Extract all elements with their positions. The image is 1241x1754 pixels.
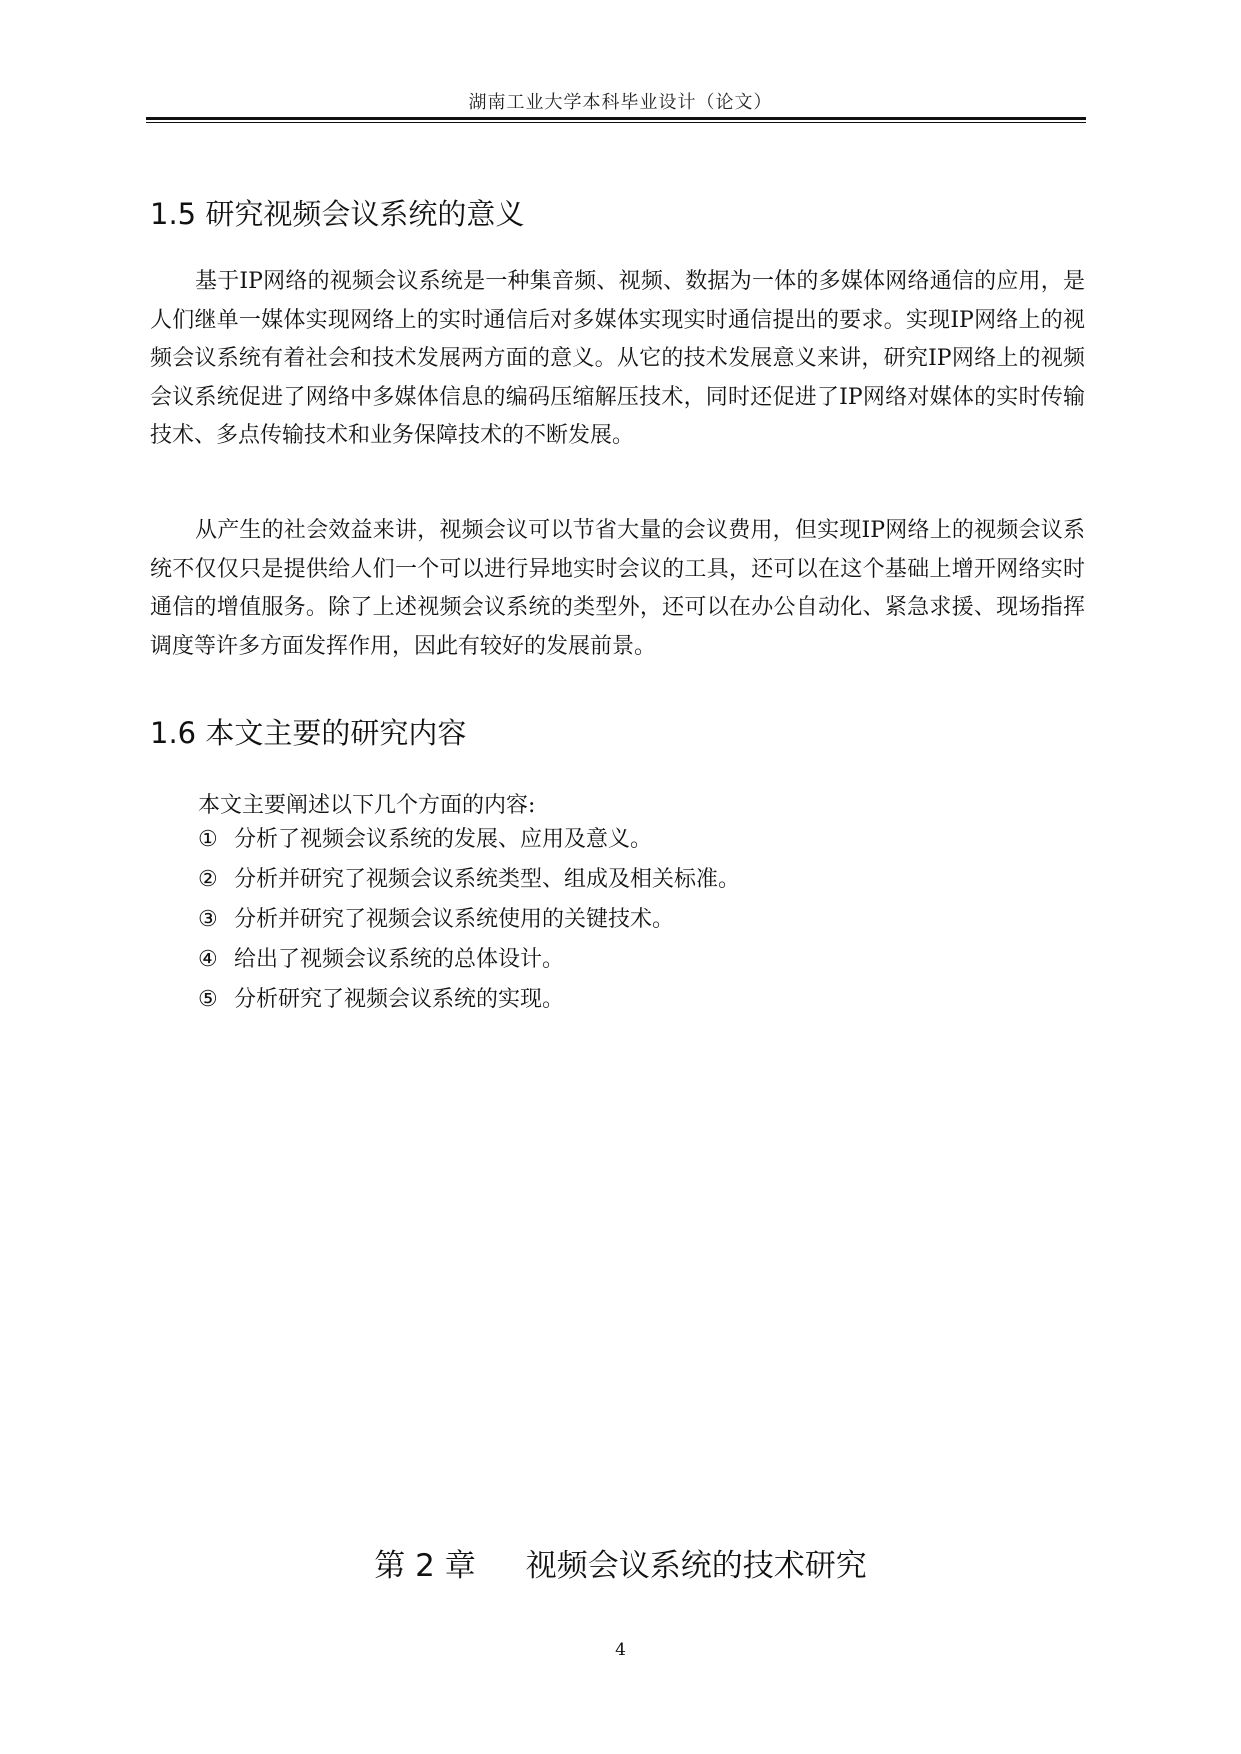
list-item-text: 分析了视频会议系统的发展、应用及意义。 — [234, 827, 653, 852]
list-marker: ⑤ — [198, 987, 218, 1012]
list-item — [198, 900, 740, 940]
list-marker: ④ — [198, 947, 218, 972]
section-heading-1-5: 1.5 研究视频会议系统的意义 — [150, 197, 525, 231]
page-header-title: 湖南工业大学本科毕业设计（论文） — [468, 92, 773, 113]
list-marker: ① — [198, 827, 218, 852]
list-item-text: 分析并研究了视频会议系统使用的关键技术。 — [234, 907, 675, 932]
list-item — [198, 860, 740, 900]
list-item — [198, 820, 740, 860]
header-rule — [146, 117, 1086, 120]
paragraph-1-5-first: 基于IP网络的视频会议系统是一种集音频、视频、数据为一体的多媒体网络通信的应用，是人们继单一媒体实现网络上的实时通信后对多媒体实现实时通信提出的要求。实现IP网络上的视频会议系统有着社会和技术发展两方面的意义。从它的技术发展意义来讲，研究IP网络上的视频会议系统促进了网络中多媒体信息的编码压缩解压技术，同时还促进了IP网络对媒体的实时传输技术、多点传输技术和业务保障技术的不断发展。 — [150, 269, 1085, 448]
list-item — [198, 940, 740, 980]
list-item-text: 给出了视频会议系统的总体设计。 — [234, 947, 565, 972]
list-item-text: 分析并研究了视频会议系统类型、组成及相关标准。 — [234, 867, 741, 892]
list-marker: ③ — [198, 907, 218, 932]
chapter-heading — [0, 1540, 1241, 1585]
paragraph-1-5-second: 从产生的社会效益来讲，视频会议可以节省大量的会议费用，但实现IP网络上的视频会议系统不仅仅只是提供给人们一个可以进行异地实时会议的工具，还可以在这个基础上增开网络实时通信的增值服务。除了上述视频会议系统的类型外，还可以在办公自动化、紧急求援、现场指挥调度等许多方面发挥作用，因此有较好的发展前景。 — [150, 518, 1085, 659]
section-heading-1-6: 1.6 本文主要的研究内容 — [150, 716, 467, 750]
list-item-text: 分析研究了视频会议系统的实现。 — [234, 987, 565, 1012]
list-marker: ② — [198, 867, 218, 892]
chapter-title: 视频会议系统的技术研究 — [525, 1548, 867, 1584]
chapter-number: 第 2 章 — [374, 1548, 476, 1584]
section-1-6-intro: 本文主要阐述以下几个方面的内容: — [198, 793, 536, 818]
header-rule-thin — [146, 122, 1086, 123]
list-item — [198, 980, 740, 1020]
research-content-list — [198, 820, 740, 1020]
page-number: 4 — [615, 1640, 626, 1660]
